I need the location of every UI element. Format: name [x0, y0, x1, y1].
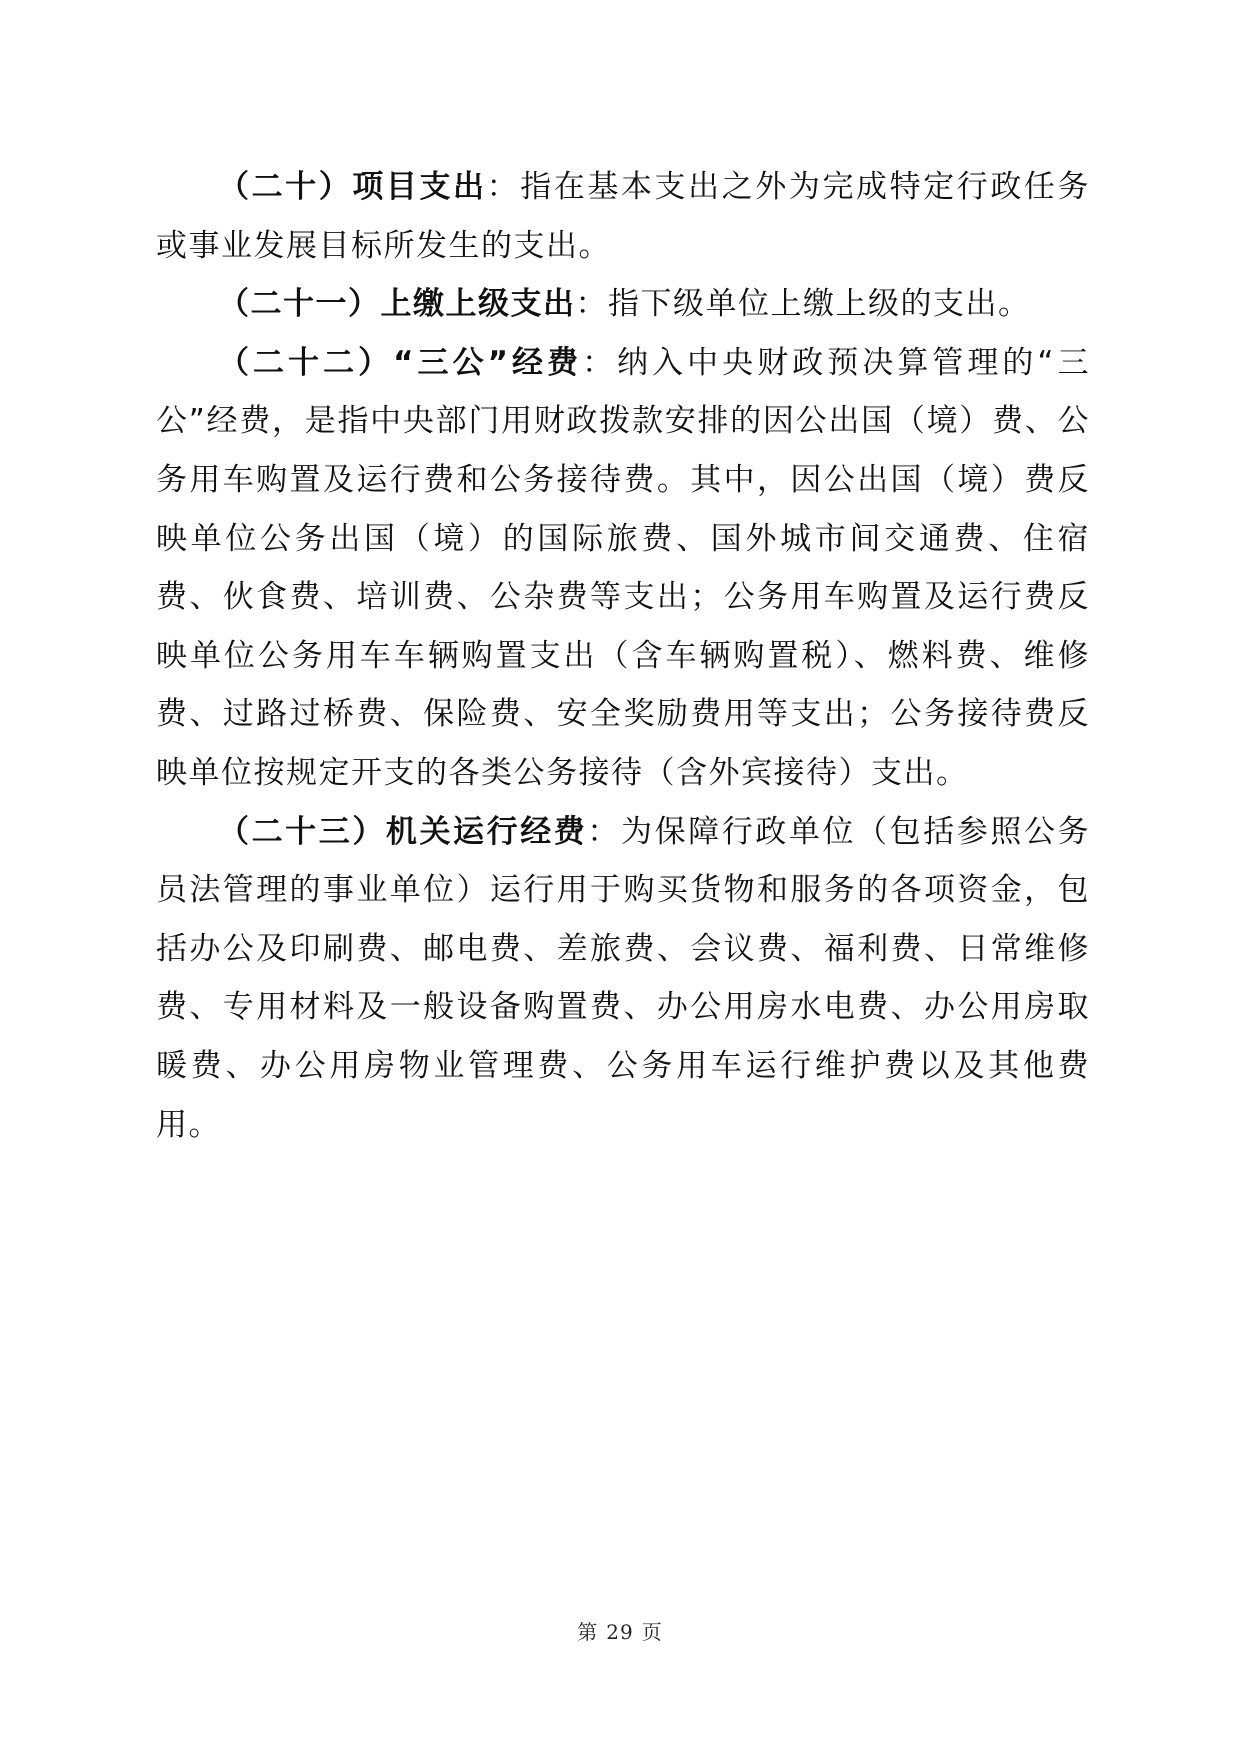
paragraph-body: 纳入中央财政预决算管理的“三公”经费，是指中央部门用财政拨款安排的因公出国（境）费、公务用车购置及运行费和公务接待费。其中，因公出国（境）费反映单位公务出国（境）的国际旅费、国外城市间交通费、住宿费、伙食费、培训费、公杂费等支出；公务用车购置及运行费反映单位公务用车车辆购置支出（含车辆购置税）、燃料费、维修费、过路过桥费、保险费、安全奖励费用等支出；公务接待费反映单位按规定开支的各类公务接待（含外宾接待）支出。 — [156, 344, 1091, 791]
paragraph-heading: （二十一）上缴上级支出 — [218, 286, 576, 323]
page-number — [0, 1616, 1240, 1645]
paragraph-project-expenditure — [156, 158, 1090, 275]
page-number-prefix: 第 — [577, 1620, 599, 1644]
page-number-value: 29 — [606, 1620, 634, 1644]
paragraph-heading: （二十三）机关运行经费 — [218, 813, 588, 850]
paragraph-body: 指下级单位上缴上级的支出。 — [608, 286, 1031, 323]
paragraph-remittance-expenditure — [156, 275, 1090, 334]
paragraph-three-public-expenses — [156, 334, 1090, 803]
paragraph-body: 指在基本支出之外为完成特定行政任务或事业发展目标所发生的支出。 — [156, 169, 1091, 264]
paragraph-heading: （二十二）“三公”经费 — [218, 344, 583, 381]
paragraph-body: 为保障行政单位（包括参照公务员法管理的事业单位）运行用于购买货物和服务的各项资金，包括办公及印刷费、邮电费、差旅费、会议费、福利费、日常维修费、专用材料及一般设备购置费、办公用房水电费、办公用房取暖费、办公用房物业管理费、公务用车运行维护费以及其他费用。 — [156, 813, 1091, 1143]
paragraph-heading: （二十）项目支出 — [218, 169, 487, 205]
document-body — [156, 158, 1090, 1154]
paragraph-separator: ： — [486, 169, 521, 205]
paragraph-separator: ： — [582, 344, 618, 381]
paragraph-separator: ： — [575, 286, 608, 323]
page-number-suffix: 页 — [641, 1620, 663, 1644]
paragraph-separator: ： — [587, 813, 621, 850]
paragraph-operating-expenses — [156, 803, 1090, 1155]
